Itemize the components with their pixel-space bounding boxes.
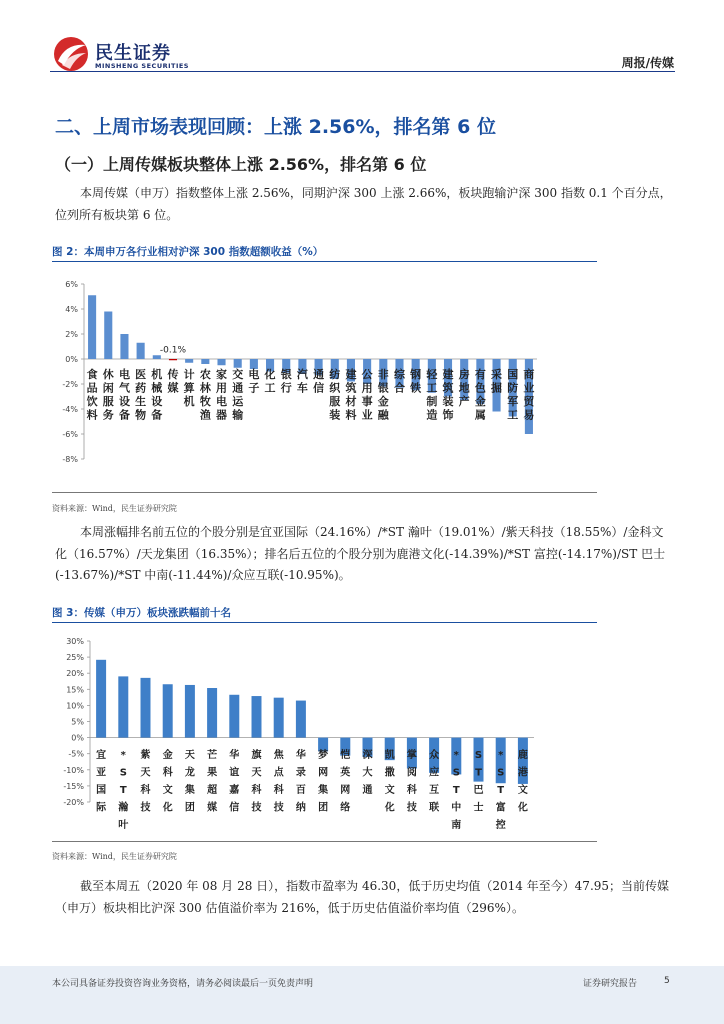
footer-band xyxy=(0,966,724,1024)
category-label: 有色金属 xyxy=(474,368,486,422)
category-label: 通信 xyxy=(313,368,325,395)
category-label: 医药生物 xyxy=(135,368,147,422)
category-label: 芒果超媒 xyxy=(207,750,218,814)
bar xyxy=(169,359,177,360)
category-label: 房地产 xyxy=(458,368,470,408)
y-tick-label: 10% xyxy=(66,701,84,711)
y-tick-label: -4% xyxy=(62,405,78,414)
footer-doc-type: 证券研究报告 xyxy=(583,979,638,989)
y-tick-label: -2% xyxy=(62,380,78,389)
category-label: 轻工制造 xyxy=(426,368,438,422)
bar xyxy=(229,695,239,738)
y-tick-label: -8% xyxy=(62,455,78,464)
paragraph-1: 本周传媒（申万）指数整体上涨 2.56%，同期沪深 300 上涨 2.66%，板块跑输沪深 300 指数 0.1 个百分点，位列所有板块第 6 位。 xyxy=(55,186,672,222)
y-tick-label: 30% xyxy=(66,637,84,646)
category-label: 农林牧渔 xyxy=(199,368,211,422)
figure-2-bottom-rule xyxy=(52,492,597,493)
bar xyxy=(234,359,242,368)
y-tick-label: -6% xyxy=(62,430,78,439)
category-label: 家用电器 xyxy=(216,368,228,422)
bar xyxy=(207,688,217,738)
category-label: 公用事业 xyxy=(361,368,373,422)
category-label: 纺织服装 xyxy=(329,368,341,422)
category-label: 深大通 xyxy=(362,750,373,796)
section-title: 二、上周市场表现回顾：上涨 2.56%，排名第 6 位 xyxy=(55,116,496,138)
footer-disclaimer: 本公司具备证券投资咨询业务资格，请务必阅读最后一页免责声明 xyxy=(52,979,314,989)
category-label: 化工 xyxy=(264,368,276,395)
report-type: 周报/传媒 xyxy=(621,56,674,70)
bar xyxy=(141,678,151,738)
y-tick-label: 6% xyxy=(65,280,78,289)
bar xyxy=(163,684,173,737)
figure-2-title: 图 2：本周申万各行业相对沪深 300 指数超额收益（%） xyxy=(52,246,324,258)
y-tick-label: -10% xyxy=(63,765,84,775)
y-tick-label: 2% xyxy=(65,330,78,339)
category-label: * S T 中南 xyxy=(451,750,462,831)
y-tick-label: 20% xyxy=(66,669,84,679)
category-label: 旗天科技 xyxy=(251,750,262,814)
category-label: S T 巴士 xyxy=(473,750,484,814)
y-tick-label: 25% xyxy=(66,653,84,663)
y-tick-label: 5% xyxy=(71,717,84,727)
paragraph-3: 截至本周五（2020 年 08 月 28 日），指数市盈率为 46.30，低于历史均值（2014 年至今）47.95；当前传媒（申万）板块相比沪深 300 估值溢价率为 216%，低于历史估值溢价率均值（296%）。 xyxy=(55,879,670,915)
category-label: 综合 xyxy=(393,368,405,395)
category-label: 紫天科技 xyxy=(140,750,151,814)
bar xyxy=(104,312,112,360)
figure-2-source: 资料来源：Wind，民生证券研究院 xyxy=(52,504,177,513)
bar xyxy=(137,343,145,359)
bar xyxy=(120,334,128,359)
page-number: 5 xyxy=(664,976,670,986)
figure-3-chart xyxy=(52,628,597,840)
category-label: 交通运输 xyxy=(232,368,244,422)
header-rule xyxy=(50,71,675,72)
category-label: 商业贸易 xyxy=(523,368,535,422)
category-label: 汽车 xyxy=(296,368,308,395)
category-label: * S T 富控 xyxy=(495,750,506,831)
bar xyxy=(201,359,209,364)
figure-3-title: 图 3：传媒（申万）板块涨跌幅前十名 xyxy=(52,607,231,619)
category-label: 非银金融 xyxy=(377,368,389,422)
category-label: 梦网集团 xyxy=(318,750,329,814)
category-label: 恺英网络 xyxy=(340,750,351,814)
category-label: 凯撒文化 xyxy=(384,750,395,814)
category-label: 食品饮料 xyxy=(86,368,98,422)
minsheng-logo-icon xyxy=(52,35,92,73)
figure-2-chart xyxy=(52,265,597,495)
category-label: 机械设备 xyxy=(151,368,163,422)
y-tick-label: 0% xyxy=(65,355,78,364)
y-tick-label: 4% xyxy=(65,305,78,314)
figure-2-top-rule xyxy=(52,261,597,262)
category-label: 采掘 xyxy=(491,368,503,395)
figure-3-top-rule xyxy=(52,622,597,623)
category-label: 鹿港文化 xyxy=(517,750,528,814)
category-label: 焦点科技 xyxy=(273,750,284,814)
category-label: 建筑装饰 xyxy=(442,368,454,422)
y-tick-label: 15% xyxy=(66,685,84,695)
category-label: 休闲服务 xyxy=(102,368,114,422)
bar xyxy=(185,685,195,738)
category-label: 电气设备 xyxy=(118,368,130,422)
figure-3-bottom-rule xyxy=(52,841,597,842)
logo-text: 民生证券 xyxy=(95,43,171,64)
bar xyxy=(252,696,262,738)
bar xyxy=(88,295,96,359)
bar xyxy=(96,660,106,738)
y-tick-label: 0% xyxy=(71,733,84,743)
logo-english: MINSHENG SECURITIES xyxy=(95,62,189,70)
category-label: 天龙集团 xyxy=(184,750,195,814)
category-label: 宜亚国际 xyxy=(96,750,107,814)
bar xyxy=(185,359,193,363)
category-label: 华录百纳 xyxy=(295,750,306,814)
category-label: 钢铁 xyxy=(410,368,422,395)
y-tick-label: -5% xyxy=(68,749,84,759)
bar xyxy=(153,355,161,359)
category-label: 国防军工 xyxy=(507,368,519,422)
category-label: 建筑材料 xyxy=(345,368,357,422)
category-label: 金科文化 xyxy=(162,750,173,814)
category-label: 掌阅科技 xyxy=(406,750,417,814)
y-tick-label: -20% xyxy=(63,798,84,807)
figure-3-source: 资料来源：Wind，民生证券研究院 xyxy=(52,852,177,861)
section-subtitle: （一）上周传媒板块整体上涨 2.56%，排名第 6 位 xyxy=(55,155,427,174)
y-tick-label: -15% xyxy=(63,781,84,791)
category-label: 计算机 xyxy=(183,368,195,408)
category-label: 银行 xyxy=(280,368,292,395)
category-label: 电子 xyxy=(248,368,260,395)
bar xyxy=(274,698,284,738)
bar xyxy=(296,701,306,738)
category-label: 传媒 xyxy=(167,368,179,395)
category-label: 华谊嘉信 xyxy=(229,750,240,814)
paragraph-2: 本周涨幅排名前五位的个股分别是宜亚国际（24.16%）/*ST 瀚叶（19.01%）/紫天科技（18.55%）/金科文化（16.57%）/天龙集团（16.35%）；排名后五位的个股分别为鹿港文化(-14.39%)/*ST 富控(-14.17%)/ST 巴士(-13.67%)/*ST 中南(-11.44%)/众应互联(-10.95%)。 xyxy=(55,525,666,582)
bar xyxy=(118,676,128,737)
bar xyxy=(217,359,225,365)
category-label: 众应互联 xyxy=(429,750,440,814)
category-label: * S T 瀚叶 xyxy=(118,750,129,831)
data-label: -0.1% xyxy=(159,345,187,356)
